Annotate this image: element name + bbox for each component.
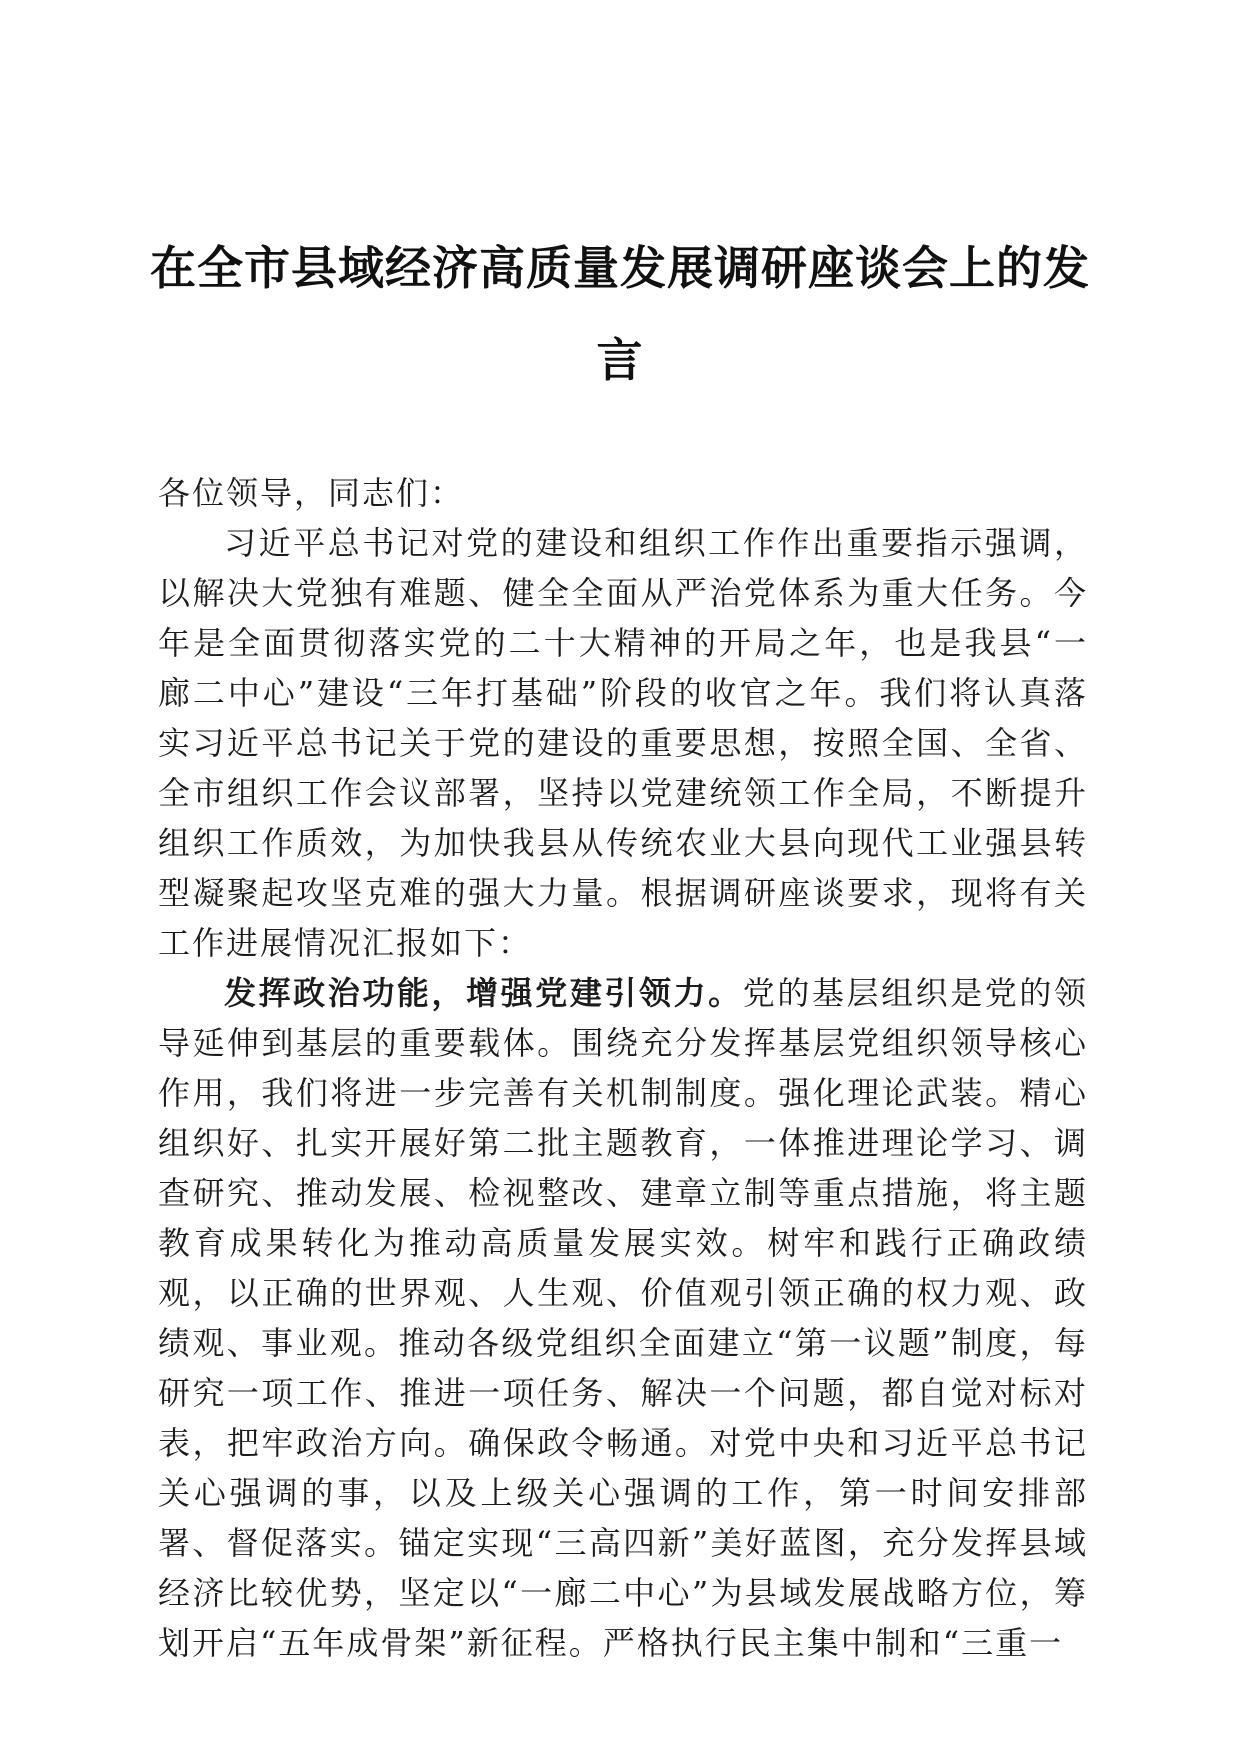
- paragraph-intro: 习近平总书记对党的建设和组织工作作出重要指示强调，以解决大党独有难题、健全全面从严治党体系为重大任务。今年是全面贯彻落实党的二十大精神的开局之年，也是我县“一廊二中心”建设“三年打基础”阶段的收官之年。我们将认真落实习近平总书记关于党的建设的重要思想，按照全国、全省、全市组织工作会议部署，坚持以党建统领工作全局，不断提升组织工作质效，为加快我县从传统农业大县向现代工业强县转型凝聚起攻坚克难的强大力量。根据调研座谈要求，现将有关工作进展情况汇报如下：: [158, 524, 1088, 962]
- document-title: [150, 222, 1090, 406]
- paragraph-political-function: [158, 968, 1088, 1668]
- salutation: 各位领导，同志们：: [158, 474, 465, 512]
- section-body: 党的基层组织是党的领导延伸到基层的重要载体。围绕充分发挥基层党组织领导核心作用，我们将进一步完善有关机制制度。强化理论武装。精心组织好、扎实开展好第二批主题教育，一体推进理论学习、调查研究、推动发展、检视整改、建章立制等重点措施，将主题教育成果转化为推动高质量发展实效。树牢和践行正确政绩观，以正确的世界观、人生观、价值观引领正确的权力观、政绩观、事业观。推动各级党组织全面建立“第一议题”制度，每研究一项工作、推进一项任务、解决一个问题，都自觉对标对表，把牢政治方向。确保政令畅通。对党中央和习近平总书记关心强调的事，以及上级关心强调的工作，第一时间安排部署、督促落实。锚定实现“三高四新”美好蓝图，充分发挥县域经济比较优势，坚定以“一廊二中心”为县域发展战略方位，筹划开启“五年成骨架”新征程。严格执行民主集中制和“三重一: [158, 974, 1088, 1662]
- title-line-2: 言: [596, 333, 644, 387]
- title-line-1: 在全市县域经济高质量发展调研座谈会上的发: [150, 241, 1090, 295]
- document-body: [158, 468, 1088, 1668]
- section-heading: 发挥政治功能，增强党建引领力。: [224, 974, 743, 1012]
